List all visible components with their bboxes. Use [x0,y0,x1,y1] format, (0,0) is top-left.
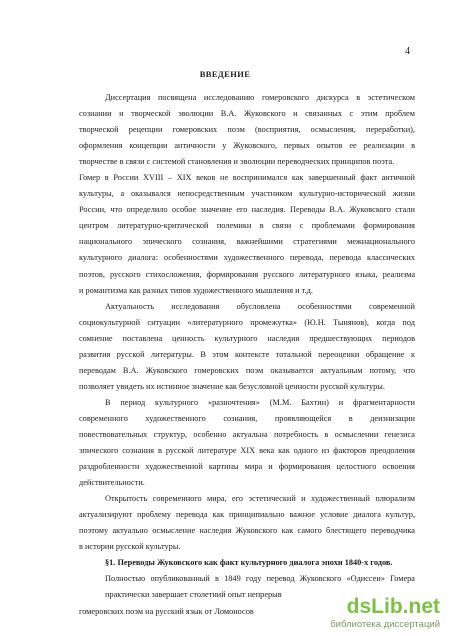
text-line: В период культурного «разночтения» (М.М. Бахтин) и фрагментарности [105,397,415,407]
text-line: позволяет увидеть их истинное значение как безусловной ценности русской культуры. [79,381,385,391]
text-line: Актуальность исследования обусловлена особенностями современной [105,301,415,311]
text-line: современного художественного сознания, проявляющейся в деизнизации [79,413,415,423]
text-line: творчестве в связи с системой становления и эволюции переводческих принципов поэта. [79,157,395,167]
text-line: развития русской литературы. В этом контексте тотальной переоценки обращение к [79,349,415,359]
text-line: актуализируют проблему перевода как принципиально важное условие диалога культур, [79,510,415,520]
watermark-tagline: библиотека диссертаций [330,619,440,630]
text-line: эпического сознания в русской литературе XIX века как одного из факторов преодоления [79,446,415,456]
text-line: культуры, а оказывался непосредственным участником культурно-исторической жизни [79,189,415,199]
text-line: поэтому актуально осмысление наследия Жуковского как самого блестящего переводчика [79,526,415,536]
text-line: Гомер в России XVIII – XIX веков не воспринимался как завершенный факт античной [79,173,415,183]
text-line: и романтизма как разных типов художественного мышления и т.д. [79,285,313,295]
text-line: гомеровских поэм на русский язык от Ломоносов [79,606,254,616]
text-line: сомнение поставлена ценность культурного наследия предшествующих периодов [79,333,415,343]
text-line: национального эпического сознания, важнейшими стратегиями межнационального [79,237,415,247]
text-line: Диссертация посвящена исследованию гомеровского дискурса в эстетическом [105,93,415,102]
text-line: Полностью опубликованный в 1849 году перевод Жуковского «Одиссеи» Гомера [105,574,415,584]
text-line: творческой рецепции гомеровских поэм (восприятия, осмысления, переработки), [79,125,415,135]
section-title: §1. Переводы Жуковского как факт культурного диалога эпохи 1840-х годов. [105,558,393,568]
text-line: действительности. [79,478,145,488]
text-line: практически завершает столетний опыт непрерыв [105,590,282,600]
watermark [312,596,440,632]
text-line: повествовательных структур, особенно актуальна потребность в осмыслении генезиса [79,429,415,439]
section-heading: ВВЕДЕНИЕ [199,69,251,79]
text-line: раздробленности художественной картины мира и формирования целостного освоения [79,462,415,472]
text-line: Открытость современного мира, его эстетический и художественный плюрализм [105,494,415,504]
text-line: в истории русской культуры. [79,542,181,552]
text-line: сознании и творческой эволюции В.А. Жуковского и связанных с этим проблем [79,109,415,119]
text-line: поэтов, русского стихосложения, формирования русского литературного языка, реализма [79,269,415,279]
text-line: оформления концепции античности у Жуковского, первых опытов ее реализации в [79,141,415,151]
page-number: 4 [405,46,410,57]
watermark-logo: dsLib.net [346,595,440,618]
text-line: центром литературно-критической полемики в связи с проблемами формирования [79,221,415,231]
text-line: России, что определило особое значение его наследия. Переводы В.А. Жуковского стали [79,205,415,215]
text-line: культурного диалога: особенностями художественного перевода, перевода классических [79,253,415,263]
text-line: переводам В.А. Жуковского гомеровских поэм оказывается актуальным потому, что [79,365,415,375]
text-line: социокультурной ситуации «литературного промежутка» (Ю.Н. Тынянов), когда под [79,317,415,327]
body-text [79,90,415,620]
